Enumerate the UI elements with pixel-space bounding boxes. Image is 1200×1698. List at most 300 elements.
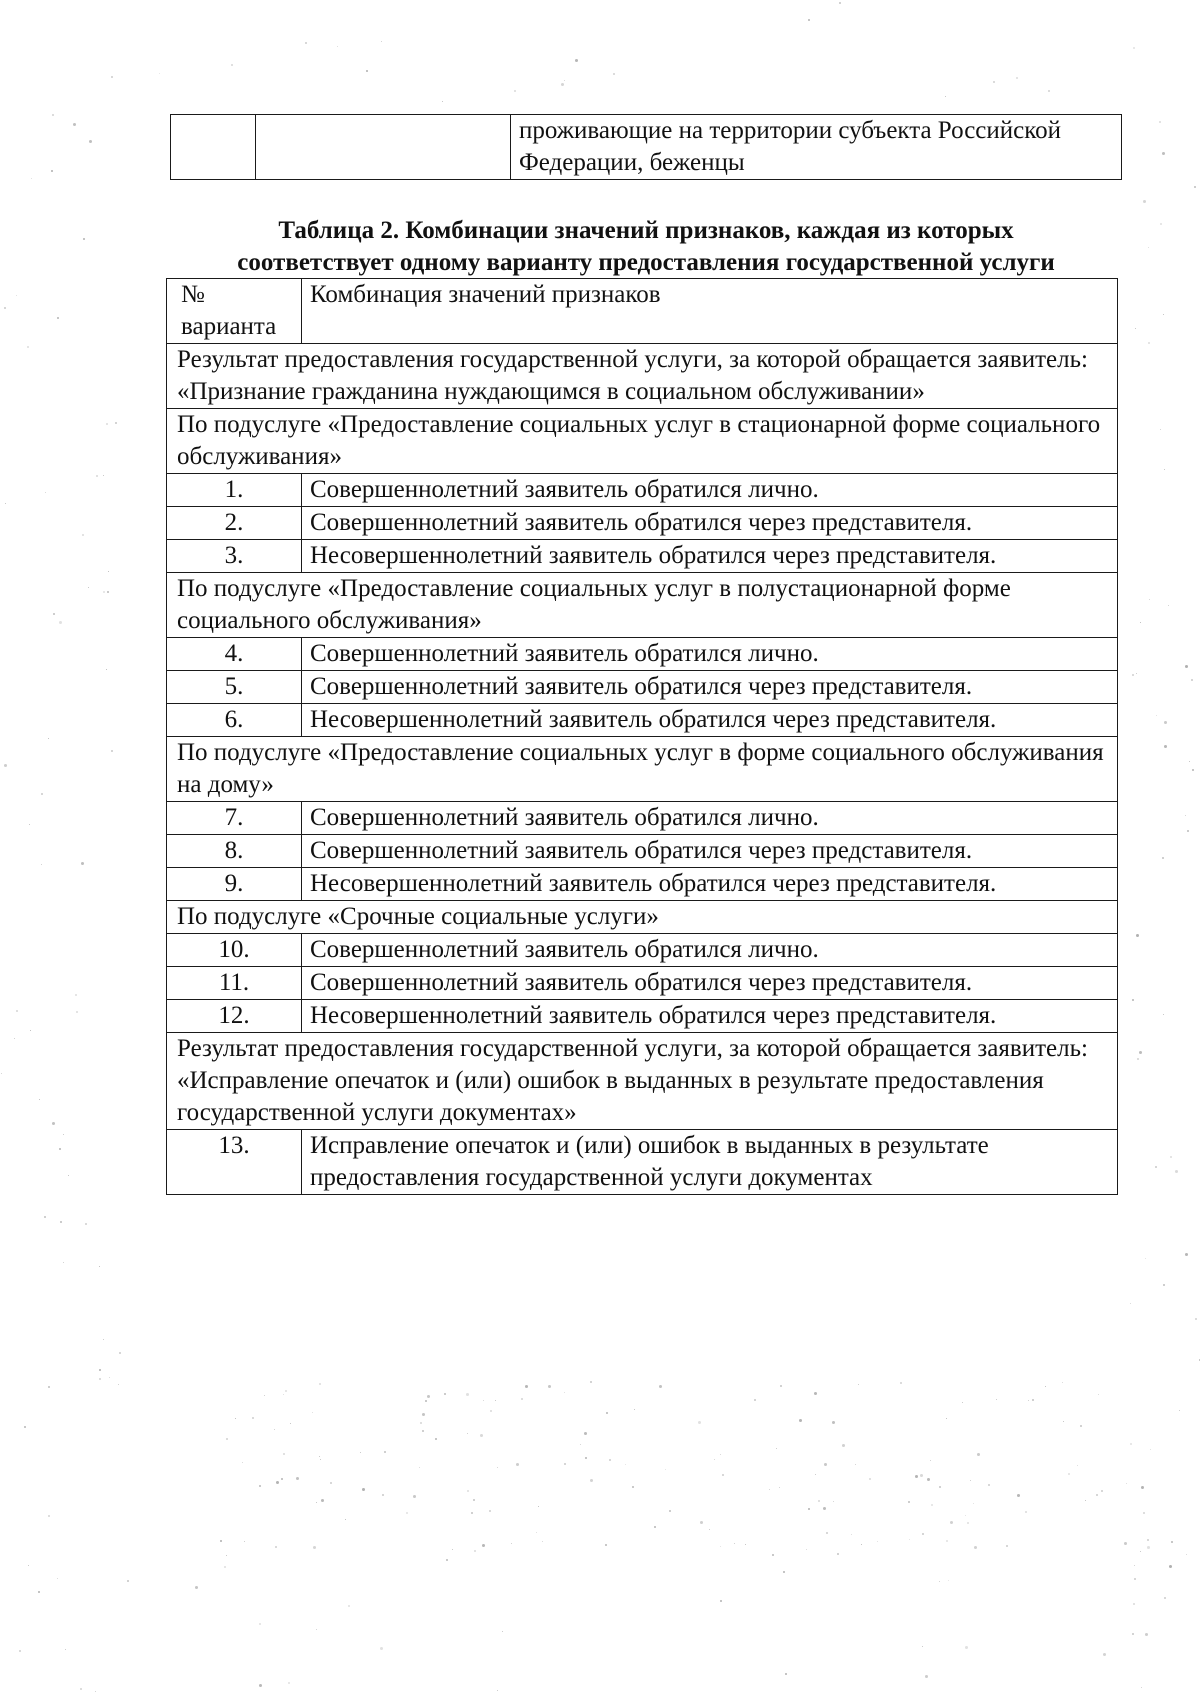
- scan-speck: [1, 1073, 2, 1074]
- variant-number: 10.: [167, 934, 302, 967]
- scan-speck: [909, 1539, 910, 1540]
- scan-speck: [30, 1030, 31, 1031]
- scan-speck: [1155, 1166, 1157, 1168]
- scan-speck: [1028, 1400, 1029, 1401]
- variant-number: 12.: [167, 1000, 302, 1033]
- scan-speck: [497, 1690, 498, 1691]
- table-row: [167, 835, 1118, 868]
- scan-speck: [861, 1544, 862, 1545]
- scan-speck: [665, 1469, 666, 1470]
- scan-speck: [119, 1352, 121, 1354]
- table-row: [171, 115, 1122, 180]
- scan-speck: [783, 1571, 785, 1573]
- scan-speck: [115, 422, 117, 424]
- scan-speck: [1191, 679, 1193, 681]
- scan-speck: [1130, 1443, 1132, 1445]
- scan-speck: [274, 1429, 275, 1430]
- scan-speck: [720, 1454, 721, 1455]
- scan-speck: [1164, 1597, 1166, 1599]
- scan-speck: [1150, 1449, 1151, 1450]
- scan-speck: [1096, 1494, 1098, 1496]
- scan-speck: [320, 1459, 321, 1460]
- variant-description: Несовершеннолетний заявитель обратился через представителя.: [302, 1000, 1118, 1033]
- scan-speck: [1136, 934, 1139, 937]
- scan-speck: [575, 59, 578, 62]
- scan-speck: [382, 1494, 384, 1496]
- variant-description: Несовершеннолетний заявитель обратился через представителя.: [302, 868, 1118, 901]
- scan-speck: [281, 1478, 283, 1480]
- scan-speck: [785, 1673, 787, 1675]
- scan-speck: [75, 994, 77, 996]
- scan-speck: [1068, 1473, 1070, 1475]
- scan-speck: [832, 1421, 835, 1424]
- scan-speck: [48, 1386, 50, 1388]
- scan-speck: [993, 81, 995, 83]
- scan-speck: [799, 1419, 802, 1422]
- scan-speck: [826, 1532, 828, 1534]
- scan-speck: [59, 621, 62, 624]
- variant-number: 4.: [167, 638, 302, 671]
- scan-speck: [502, 1631, 503, 1632]
- variant-description: Совершеннолетний заявитель обратился лично.: [302, 934, 1118, 967]
- scan-speck: [88, 587, 89, 588]
- scan-speck: [99, 1378, 101, 1380]
- scan-speck: [422, 1413, 425, 1416]
- table-row: [167, 1000, 1118, 1033]
- scan-speck: [244, 1541, 245, 1542]
- scan-speck: [53, 613, 55, 615]
- scan-speck: [27, 346, 29, 348]
- scan-speck: [288, 1682, 290, 1684]
- scan-speck: [1141, 1486, 1144, 1489]
- scan-speck: [85, 1223, 87, 1225]
- scan-speck: [1162, 857, 1164, 859]
- scan-speck: [283, 1394, 284, 1395]
- scan-speck: [1126, 1483, 1127, 1484]
- table-row: [167, 934, 1118, 967]
- table-title-line: соответствует одному варианту предоставления государственной услуги: [237, 249, 1055, 276]
- scan-speck: [720, 1600, 722, 1602]
- scan-speck: [59, 1148, 61, 1150]
- scan-speck: [366, 70, 368, 72]
- scan-speck: [290, 1423, 291, 1424]
- scan-speck: [1045, 1386, 1046, 1387]
- variant-description: Исправление опечаток и (или) ошибок в выданных в результате предоставления государственной услуги документах: [302, 1130, 1118, 1195]
- scan-speck: [52, 1122, 55, 1125]
- scan-speck: [57, 1578, 58, 1579]
- variant-description: Совершеннолетний заявитель обратился лично.: [302, 802, 1118, 835]
- scan-speck: [39, 1099, 40, 1100]
- scan-speck: [1194, 186, 1196, 188]
- scan-speck: [103, 1339, 104, 1340]
- header-variant-number: № варианта: [167, 279, 302, 344]
- table-row: [167, 507, 1118, 540]
- table-row: [167, 967, 1118, 1000]
- scan-speck: [1025, 1511, 1027, 1513]
- scan-speck: [996, 1399, 997, 1400]
- scan-speck: [483, 1400, 484, 1401]
- scan-speck: [99, 1369, 101, 1371]
- variant-description: Совершеннолетний заявитель обратился лично.: [302, 638, 1118, 671]
- scan-speck: [669, 1510, 671, 1512]
- scan-speck: [275, 1546, 277, 1548]
- scan-speck: [103, 591, 105, 593]
- scan-speck: [330, 1482, 332, 1484]
- scan-speck: [1179, 1410, 1180, 1411]
- scan-speck: [495, 1400, 496, 1401]
- subservice-section: По подуслуге «Предоставление социальных услуг в полустационарной форме социального обслуживания»: [167, 573, 1118, 638]
- scan-speck: [851, 1534, 852, 1535]
- scan-speck: [1132, 999, 1134, 1001]
- scan-speck: [1185, 815, 1186, 816]
- table-cell: [256, 115, 511, 180]
- scan-speck: [345, 1519, 346, 1520]
- scan-speck: [96, 475, 98, 477]
- scan-speck: [16, 295, 17, 296]
- scan-speck: [548, 1385, 551, 1388]
- scan-speck: [1164, 469, 1165, 470]
- scan-speck: [561, 83, 564, 86]
- scan-speck: [1163, 1284, 1165, 1286]
- scan-speck: [946, 1418, 947, 1419]
- scan-speck: [1077, 1465, 1078, 1466]
- scan-speck: [474, 1550, 476, 1552]
- scan-speck: [259, 1684, 262, 1687]
- scan-speck: [584, 1432, 587, 1435]
- scan-speck: [514, 90, 516, 92]
- scan-speck: [419, 1467, 420, 1468]
- scan-speck: [316, 1629, 317, 1630]
- scan-speck: [466, 1393, 469, 1396]
- scan-speck: [590, 1479, 593, 1482]
- scan-speck: [31, 178, 32, 179]
- scan-speck: [420, 1422, 422, 1424]
- scan-speck: [1085, 1500, 1086, 1501]
- table-row: [167, 409, 1118, 474]
- subservice-section: По подуслуге «Предоставление социальных услуг в стационарной форме социального обслуживания»: [167, 409, 1118, 474]
- scan-speck: [1141, 1687, 1142, 1688]
- scan-speck: [939, 1486, 941, 1488]
- scan-speck: [824, 1463, 827, 1466]
- scan-speck: [823, 1507, 826, 1510]
- scan-speck: [1133, 47, 1135, 49]
- variant-description: Совершеннолетний заявитель обратился через представителя.: [302, 835, 1118, 868]
- scan-speck: [1098, 1394, 1099, 1395]
- scan-speck: [585, 1457, 587, 1459]
- scan-speck: [806, 1549, 807, 1550]
- table-header-row: [167, 279, 1118, 344]
- scan-speck: [1189, 761, 1190, 762]
- scan-speck: [1103, 1653, 1106, 1656]
- scan-speck: [68, 1175, 69, 1176]
- scan-speck: [480, 1434, 483, 1437]
- scan-speck: [613, 73, 615, 75]
- scan-speck: [497, 1467, 498, 1468]
- scan-speck: [442, 101, 443, 102]
- scan-speck: [1185, 665, 1188, 668]
- scan-speck: [63, 1134, 64, 1135]
- scan-speck: [422, 1430, 424, 1432]
- scan-speck: [1101, 1490, 1103, 1492]
- table-title-line: Таблица 2. Комбинации значений признаков, каждая из которых: [278, 217, 1014, 244]
- result-section: Результат предоставления государственной услуги, за которой обращается заявитель: «Признание гражданина нуждающимся в социальном обслуживании»: [167, 344, 1118, 409]
- scan-speck: [1134, 1578, 1136, 1580]
- scan-speck: [106, 669, 107, 670]
- scan-speck: [927, 1478, 930, 1481]
- scan-speck: [380, 1647, 383, 1650]
- scan-speck: [605, 1544, 607, 1546]
- scan-speck: [252, 1417, 254, 1419]
- scan-speck: [521, 1398, 523, 1400]
- scan-speck: [922, 1533, 924, 1535]
- scan-speck: [965, 1515, 966, 1516]
- scan-speck: [1185, 1253, 1188, 1256]
- scan-speck: [80, 1688, 82, 1690]
- scan-speck: [1187, 830, 1189, 832]
- scan-speck: [511, 1543, 512, 1544]
- scan-speck: [1175, 1170, 1178, 1173]
- scan-speck: [24, 1426, 26, 1428]
- scan-speck: [321, 1499, 324, 1502]
- scan-speck: [76, 1011, 78, 1013]
- scan-speck: [103, 475, 104, 476]
- scan-speck: [516, 1463, 519, 1466]
- variant-number: 7.: [167, 802, 302, 835]
- scan-speck: [1139, 1051, 1142, 1054]
- variant-description: Совершеннолетний заявитель обратился лично.: [302, 474, 1118, 507]
- scan-speck: [1163, 314, 1164, 315]
- scan-speck: [842, 1444, 845, 1447]
- scan-speck: [1140, 1551, 1141, 1552]
- table-row: [167, 1130, 1118, 1195]
- scan-speck: [745, 1544, 746, 1545]
- scan-speck: [51, 170, 53, 172]
- table-row: [167, 704, 1118, 737]
- scan-speck: [231, 64, 233, 66]
- variant-description: Несовершеннолетний заявитель обратился через представителя.: [302, 540, 1118, 573]
- previous-table-fragment: [170, 114, 1122, 180]
- scan-speck: [384, 1451, 386, 1453]
- scan-speck: [698, 1421, 701, 1424]
- scan-speck: [41, 793, 43, 795]
- variant-number: 9.: [167, 868, 302, 901]
- scan-speck: [127, 1580, 129, 1582]
- scan-speck: [425, 1400, 427, 1402]
- variant-description: Совершеннолетний заявитель обратился через представителя.: [302, 507, 1118, 540]
- scan-speck: [48, 1515, 50, 1517]
- scan-speck: [970, 1480, 971, 1481]
- table-row: [167, 638, 1118, 671]
- scan-speck: [967, 1522, 969, 1524]
- scan-speck: [285, 1390, 287, 1392]
- scan-speck: [111, 76, 113, 78]
- variant-description: Совершеннолетний заявитель обратился через представителя.: [302, 967, 1118, 1000]
- scan-speck: [5, 503, 6, 504]
- scan-speck: [319, 1383, 321, 1385]
- scan-speck: [833, 1501, 834, 1502]
- scan-speck: [107, 591, 109, 593]
- scan-speck: [609, 1459, 611, 1461]
- scan-speck: [41, 864, 42, 865]
- scan-speck: [654, 1526, 656, 1528]
- scan-speck: [606, 1412, 608, 1414]
- scan-speck: [720, 1546, 721, 1547]
- scan-speck: [305, 42, 307, 44]
- scan-speck: [808, 19, 810, 21]
- scan-speck: [276, 1481, 279, 1484]
- scan-speck: [106, 423, 108, 425]
- scan-speck: [1148, 247, 1149, 248]
- scan-speck: [159, 73, 160, 74]
- scan-speck: [780, 1385, 782, 1387]
- scan-speck: [82, 534, 84, 536]
- scan-speck: [1168, 605, 1169, 606]
- scan-speck: [1145, 1258, 1146, 1259]
- scan-speck: [855, 1464, 856, 1465]
- scan-speck: [482, 1544, 485, 1547]
- scan-speck: [108, 571, 109, 572]
- scan-speck: [542, 1541, 543, 1542]
- scan-speck: [1135, 328, 1136, 329]
- scan-speck: [63, 1262, 64, 1263]
- variant-number: 13.: [167, 1130, 302, 1195]
- scan-speck: [962, 1402, 963, 1403]
- scan-speck: [776, 1448, 777, 1449]
- scan-speck: [908, 1501, 910, 1503]
- scan-speck: [1148, 342, 1150, 344]
- scan-speck: [52, 114, 54, 116]
- scan-speck: [111, 750, 113, 752]
- scan-speck: [525, 1385, 528, 1388]
- scan-speck: [16, 1010, 18, 1012]
- scan-speck: [1080, 1425, 1082, 1427]
- scan-speck: [467, 1433, 468, 1434]
- scan-speck: [858, 1384, 859, 1385]
- table-row: [167, 344, 1118, 409]
- table-row: [167, 1033, 1118, 1130]
- scan-speck: [946, 1540, 948, 1542]
- table-row: [167, 901, 1118, 934]
- table-row: [167, 573, 1118, 638]
- scan-speck: [1149, 599, 1150, 600]
- scan-speck: [714, 1459, 715, 1460]
- scan-speck: [95, 1691, 96, 1692]
- scan-speck: [65, 1649, 66, 1650]
- variant-number: 1.: [167, 474, 302, 507]
- scan-speck: [89, 140, 92, 143]
- scan-speck: [283, 1453, 285, 1455]
- table-row: [167, 540, 1118, 573]
- scan-speck: [264, 1395, 265, 1396]
- scan-speck: [1169, 1565, 1172, 1568]
- scan-speck: [1130, 1303, 1131, 1304]
- scan-speck: [920, 1474, 923, 1477]
- scan-speck: [45, 492, 46, 493]
- scan-speck: [772, 1554, 774, 1556]
- scan-speck: [1016, 77, 1018, 79]
- scan-speck: [1160, 429, 1161, 430]
- scan-speck: [413, 1495, 416, 1498]
- variant-number: 11.: [167, 967, 302, 1000]
- subservice-section: По подуслуге «Срочные социальные услуги»: [167, 901, 1118, 934]
- scan-speck: [709, 1529, 710, 1530]
- scan-speck: [316, 1502, 317, 1503]
- scan-speck: [195, 1586, 198, 1589]
- scan-speck: [44, 1216, 46, 1218]
- scan-speck: [948, 1580, 949, 1581]
- scan-speck: [580, 1444, 581, 1445]
- scan-speck: [14, 1038, 15, 1039]
- scan-speck: [877, 1541, 878, 1542]
- scan-speck: [1147, 1546, 1150, 1549]
- scan-speck: [83, 238, 85, 240]
- variant-number: 8.: [167, 835, 302, 868]
- result-section: Результат предоставления государственной услуги, за которой обращается заявитель: «Исправление опечаток и (или) ошибок в выданных в результате предоставления государственной услуги документах»: [167, 1033, 1118, 1130]
- scan-speck: [1162, 152, 1165, 155]
- scan-speck: [869, 1478, 871, 1480]
- scan-speck: [1163, 1014, 1164, 1015]
- scan-speck: [1192, 769, 1194, 771]
- scan-speck: [900, 1382, 902, 1384]
- table-cell: проживающие на территории субъекта Российской Федерации, беженцы: [511, 115, 1122, 180]
- scan-speck: [814, 1392, 817, 1395]
- scan-speck: [808, 1508, 810, 1510]
- scan-speck: [362, 1488, 365, 1491]
- scan-speck: [950, 1521, 953, 1524]
- scan-speck: [1156, 715, 1157, 716]
- scan-speck: [1160, 223, 1162, 225]
- scan-speck: [1032, 1399, 1034, 1401]
- scan-speck: [634, 1409, 635, 1410]
- scan-speck: [1164, 745, 1167, 748]
- scan-speck: [625, 1464, 626, 1465]
- table-row: [167, 868, 1118, 901]
- scan-speck: [722, 1474, 724, 1476]
- variant-description: Несовершеннолетний заявитель обратился через представителя.: [302, 704, 1118, 737]
- scan-speck: [28, 1565, 29, 1566]
- scan-speck: [467, 1490, 469, 1492]
- scan-speck: [38, 1591, 40, 1593]
- scan-speck: [381, 41, 382, 42]
- scan-speck: [1132, 674, 1134, 676]
- variant-number: 5.: [167, 671, 302, 704]
- scan-speck: [1124, 1542, 1127, 1545]
- scan-speck: [312, 1412, 313, 1413]
- scan-speck: [931, 1504, 933, 1506]
- scan-speck: [818, 1500, 820, 1502]
- scan-speck: [435, 1438, 437, 1440]
- scan-speck: [1170, 1156, 1172, 1158]
- scan-speck: [360, 1452, 361, 1453]
- scan-speck: [473, 1499, 475, 1501]
- scan-speck: [242, 1462, 243, 1463]
- variant-number: 2.: [167, 507, 302, 540]
- scan-speck: [1062, 1382, 1063, 1383]
- scan-speck: [988, 1484, 990, 1486]
- scan-speck: [536, 1532, 537, 1533]
- variants-table: [166, 278, 1118, 1195]
- scan-speck: [1195, 1318, 1197, 1320]
- scan-speck: [471, 1512, 473, 1514]
- scan-speck: [226, 1438, 228, 1440]
- scan-speck: [769, 1489, 770, 1490]
- scan-speck: [754, 1399, 756, 1401]
- scan-speck: [538, 1506, 539, 1507]
- scan-speck: [632, 1486, 634, 1488]
- scan-speck: [109, 1377, 110, 1378]
- scan-speck: [974, 1546, 977, 1549]
- scan-speck: [564, 80, 565, 81]
